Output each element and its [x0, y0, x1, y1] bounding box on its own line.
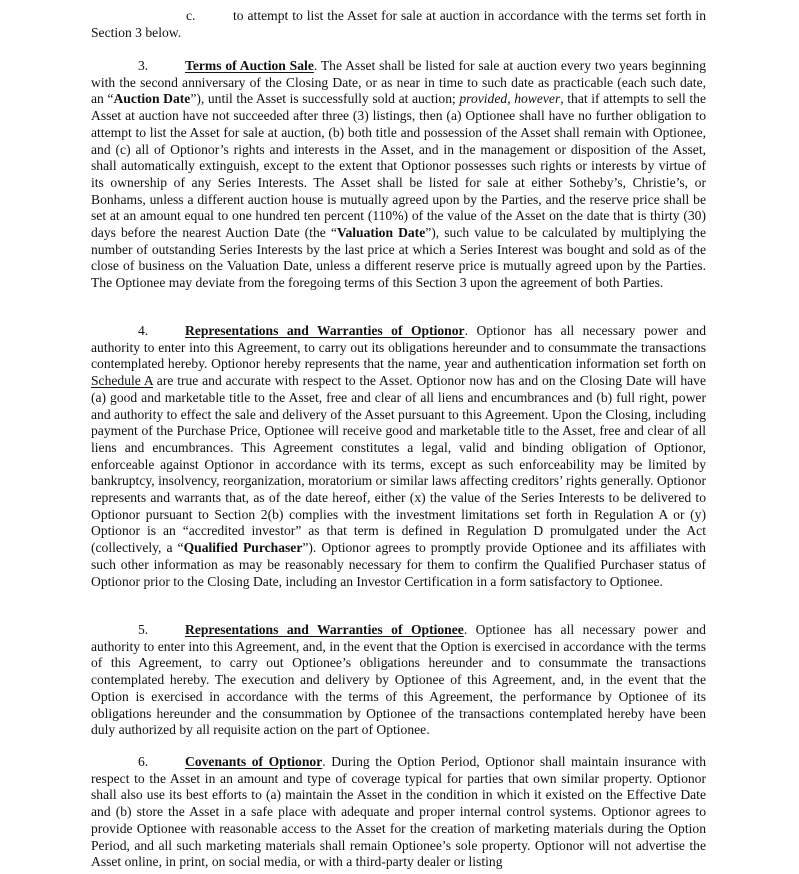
clause-c-label: c. — [186, 8, 196, 23]
section-3-text-2: ”), until the Asset is successfully sold at auction; — [190, 91, 460, 107]
clause-c-text: to attempt to list the Asset for sale at auction in accordance with the terms set forth in Section 3 below. — [91, 8, 706, 40]
section-4-text-2: are true and accurate with respect to the Asset. Optionor now has and on the Closing Date will have (a) good and marketable title to the Asset, free and clear of all liens and encumbrances and (b) full right, power and authority to effect the sale and delivery of the Asset pursuant to this Agreement. Upon the Closing, including payment of the Purchase Price, Optionee will receive good and marketable title to the Asset, free and clear of all liens and encumbrances. This Agreement constitutes a legal, valid and binding obligation of Optionor, enforceable against Optionor in accordance with its terms, except as such enforceability may be limited by bankruptcy, insolvency, reorganization, moratorium or similar laws affecting creditors’ rights generally. Optionor represents and warrants that, as of the date hereof, either (x) the value of the Series Interests to be delivered to Optionor pursuant to Section 2(b) complies with the investment limitations set forth in Regulation A or (y) Optionor is an “accredited investor” as that term is defined in Regulation D promulgated under the Act (collectively, a “ — [91, 373, 706, 556]
section-3 — [91, 58, 706, 292]
section-5-heading: Representations and Warranties of Optionee — [185, 622, 464, 637]
section-4-heading: Representations and Warranties of Optionor — [185, 323, 465, 338]
section-3-text-4: , that if attempts to sell the Asset at auction have not succeeded after three (3) listings, then (a) Optionee shall have no further obligation to attempt to list the Asset for sale at auction, (b) both title and possession of the Asset shall remain with Optionee, and (c) all of Optionor’s rights and interests in the Asset, and in the management or disposition of the Asset, shall automatically extinguish, except to the extent that Optionor possesses such rights or interests by virtue of its ownership of any Series Interests. The Asset shall be listed for sale at either Sotheby’s, Christie’s, or Bonhams, unless a different auction house is mutually agreed upon by the Parties, and the reserve price shall be set at an amount equal to one hundred ten percent (110%) of the value of the Asset on the date that is thirty (30) days before the nearest Auction Date (the “ — [91, 91, 707, 241]
term-qualified-purchaser: Qualified Purchaser — [183, 540, 303, 556]
section-4-text-3: ”). Optionor agrees to promptly provide Optionee and its affiliates with such other information as may be reasonably necessary for them to confirm the Qualified Purchaser status of Optionor prior to the Closing Date, including an Investor Certification in a form satisfactory to Optionee. — [91, 540, 706, 589]
section-5-number: 5. — [138, 622, 149, 637]
section-6-heading: Covenants of Optionor — [185, 754, 323, 769]
section-3-heading: Terms of Auction Sale — [185, 58, 314, 73]
schedule-a-reference: Schedule A — [91, 373, 153, 389]
section-3-however: however — [514, 91, 561, 107]
section-3-text-1: . The Asset shall be listed for sale at auction every two years beginning with the second anniversary of the Closing Date, or as near in time to such date as practicable (each such date, an “ — [91, 58, 706, 107]
section-3-number: 3. — [138, 58, 149, 73]
section-5 — [91, 622, 706, 739]
section-4 — [91, 323, 706, 590]
section-4-text-1: . Optionor has all necessary power and authority to enter into this Agreement, to carry out its obligations hereunder and to consummate the transactions contemplated hereby. Optionor hereby represents that the name, year and authentication information set forth on — [91, 323, 707, 372]
clause-c — [91, 8, 706, 41]
term-auction-date: Auction Date — [113, 91, 191, 107]
section-4-number: 4. — [138, 323, 149, 338]
term-valuation-date: Valuation Date — [336, 225, 426, 241]
section-3-text-5: ”), such value to be calculated by multiplying the number of outstanding Series Interests by the last price at which a Series Interest was bought and sold as of the close of business on the Valuation Date, unless a different reserve price is mutually agreed upon by the Parties. The Optionee may deviate from the foregoing terms of this Section 3 upon the agreement of both Parties. — [91, 225, 706, 291]
section-6-text-1: . During the Option Period, Optionor shall maintain insurance with respect to the Asset in an amount and type of coverage typical for parties that own similar property. Optionor shall also use its best efforts to (a) maintain the Asset in the condition in which it existed on the Effective Date and (b) store the Asset in a safe place with adequate and proper internal control systems. Optionor agrees to provide Optionee with reasonable access to the Asset for the creation of marketing materials during the Option Period, and all such marketing materials shall remain Optionee’s sole property. Optionor will not advertise the Asset online, in print, on social media, or with a third-party dealer or listing — [91, 754, 706, 870]
section-6 — [91, 754, 706, 871]
section-3-text-3: , — [507, 91, 515, 107]
section-3-provided: provided — [459, 91, 508, 107]
section-6-number: 6. — [138, 754, 149, 769]
section-5-text-1: . Optionee has all necessary power and authority to enter into this Agreement, and, in the event that the Option is exercised in accordance with the terms of this Agreement, to carry out Optionee’s obligations hereunder and to consummate the transactions contemplated hereby. The execution and delivery by Optionee of this Agreement, and, in the event that the Option is exercised in accordance with the terms of this Agreement, the performance by Optionee of its obligations hereunder and the consummation by Optionee of the transactions contemplated hereby have been duly authorized by all requisite action on the part of Optionee. — [91, 622, 706, 738]
